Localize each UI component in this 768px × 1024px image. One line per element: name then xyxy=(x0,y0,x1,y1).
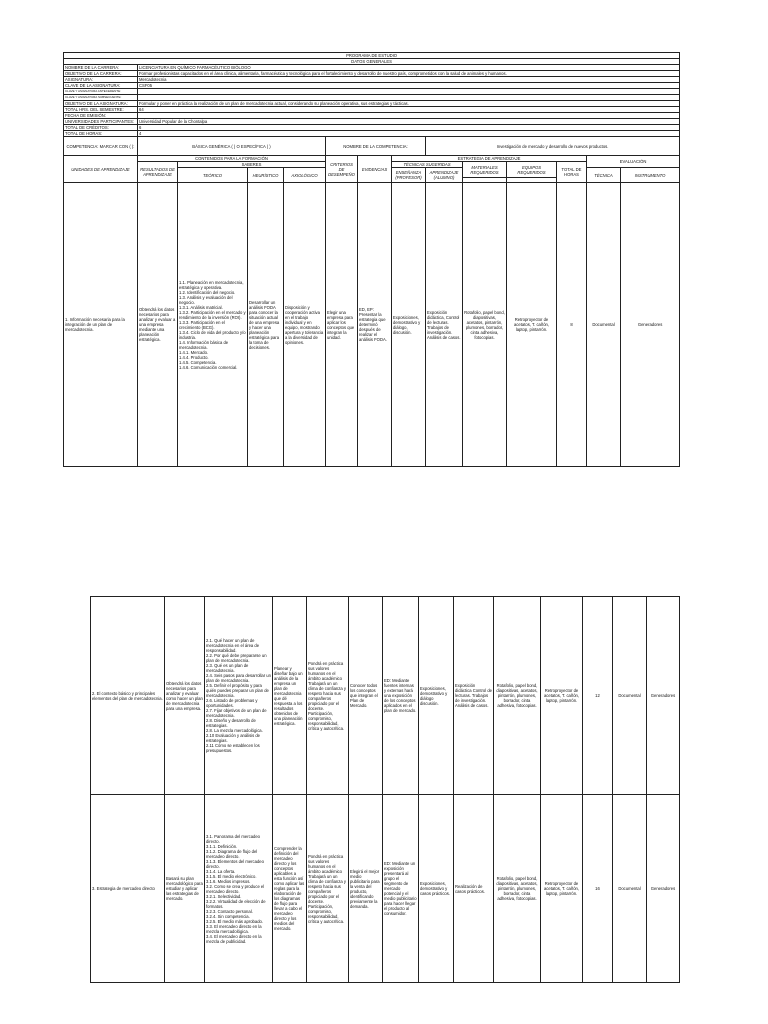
field-label: CLAVE Y ASIGNATURA ANTECEDENTE: xyxy=(64,89,138,95)
table-row xyxy=(91,795,680,983)
col-contenidos: CONTENIDOS PARA LA FORMACIÓN xyxy=(138,156,326,162)
col-tecnica: TÉCNICA xyxy=(587,168,621,183)
field-label: TOTAL HRS. DEL SEMESTRE: xyxy=(64,107,138,113)
field-value: LICENCIATURA EN QUÍMICO FARMACÉUTICO BIÓLOGO xyxy=(138,65,680,71)
unit-equipos: Retroproyector de acetatos, T. cañón, laptop, pintarrón. xyxy=(507,183,557,467)
unit-materiales: Rotafolio, papel bond, diapositivas, acetatos, pintarrón, plumones, borrador, cinta adhesiva, fotocopias. xyxy=(494,795,541,983)
unit-aprendizaje: Exposición didáctica Control de lecturas. Trabajos de investigación. Análisis de casos. xyxy=(454,597,494,795)
field-label: TOTAL DE CRÉDITOS: xyxy=(64,125,138,131)
general-data-title: DATOS GENERALES xyxy=(64,59,680,65)
unit-horas: 16 xyxy=(583,795,613,983)
unit-heuristico: Planear y diseñar bajo un análisis de la empresa un plan de mercadotecnia que dé respuesta a los resultados obtenidos de una planeación estratégica. xyxy=(273,597,307,795)
col-saberes: SABERES xyxy=(178,162,326,168)
col-tecnicas: TÉCNICAS SUGERIDAS xyxy=(392,162,463,168)
unit-heuristico: Desarrollar un análisis FODA para conocer la situación actual de una empresa y hacer una planeación estratégica para la toma de decisiones. xyxy=(248,183,284,467)
unit-ensenanza: Exposiciones, demostrativo y diálogo discusión. xyxy=(419,597,454,795)
unit-tecnica: Documental xyxy=(587,183,621,467)
unit-name: 3. Estrategia de mercadeo directo xyxy=(91,795,165,983)
unit-tecnica: Documental xyxy=(613,795,647,983)
unit-instrumento: Generadores xyxy=(647,597,680,795)
field-label: TOTAL DE HORAS: xyxy=(64,131,138,137)
unit-axiologico: Pondrá en práctica sus valores humanos en el ámbito académico Trabajará un un clima de confianza y respeto hacia sus compañeros propiciado por el docente. Participación, compromiso, responsabilidad, crítica y autocrítica. xyxy=(307,597,349,795)
field-value: Formar profesionistas capacitados en el área clínica, alimentaria, farmacéutica y tecnológica para el fortalecimiento y desarrollo de nuestro país, comprometidos con la salud de animales y humanos. xyxy=(138,71,680,77)
col-teorico: TEÓRICO xyxy=(178,168,248,183)
field-value: 6 xyxy=(138,125,680,131)
unit-materiales: Rotafolio, papel bond, diapositivas, acetatos, pintarrón, plumones, borrador, cinta adhesiva, fotocopias. xyxy=(494,597,541,795)
field-label: CLAVE DE LA ASIGNATURA: xyxy=(64,83,138,89)
col-ensenanza: ENSEÑANZA (PROFESOR) xyxy=(392,168,426,183)
col-criterios: CRITERIOS DE DESEMPEÑO xyxy=(326,156,358,183)
field-value: 64 xyxy=(138,107,680,113)
col-evaluacion: EVALUACIÓN xyxy=(587,156,680,168)
unit-name: 2. El contexto básico y principales elementos del plan de mercadotecnia. xyxy=(91,597,165,795)
unit-evidencias: ED, EP: Presentar la estrategia que determinó después de realizar el análisis FODA. xyxy=(358,183,392,467)
unit-resultados: Obtendrá los datos necesarios para analizar y evaluar a una empresa mediante una planeación estratégica. xyxy=(138,183,178,467)
unit-aprendizaje: Exposición didáctica, Control de lecturas. Trabajos de investigación. Análisis de casos. xyxy=(426,183,463,467)
field-label: NOMBRE DE LA CARRERA: xyxy=(64,65,138,71)
competence-name-label: NOMBRE DE LA COMPETENCIA: xyxy=(326,137,426,156)
unit-axiologico: Disposición y cooperación activa en el trabajo individual y en equipo, mostrando apertura y tolerancia a la diversidad de opiniones. xyxy=(284,183,326,467)
unit-aprendizaje: Realización de casos prácticos. xyxy=(454,795,494,983)
unit-teorico: 3.1. Panorama del mercadeo directo. 3.1.1. Definición. 3.1.2. Diagrama de flujo del mercadeo directo. 3.1.3. Elementos del mercadeo directo. 3.1.4. La oferta. 3.1.5. El medio electrónico. 3.1.6. Medios impresos. 3.2. Como se crea y produce el mercadeo directo. 3.2.1. Selectividad. 3.2.2. Virtualidad de elección de formatos. 3.2.3. Contacto personal. 3.2.4. Sin competencia. 3.2.5. El medio más aprobado. 3.3. El mercadeo directo en la mezcla mercadológica. 3.4. El mercadeo directo en la mezcla de publicidad. xyxy=(205,795,273,983)
unit-criterios: Conocer todos los conceptos que integran el Plan de Mercado. xyxy=(349,597,383,795)
field-label: CLAVE Y ASIGNATURA SUBSECUENTE: xyxy=(64,95,138,101)
unit-tecnica: Documental xyxy=(613,597,647,795)
field-value: Mercadotecnia xyxy=(138,77,680,83)
col-heuristico: HEURÍSTICO xyxy=(248,168,284,183)
competence-label: COMPETENCIA: MARCAR CON ( ): xyxy=(64,137,138,156)
unit-teorico: 2.1. Qué hacer un plan de mercadotecnia en el área de responsabilidad. 2.2. Por qué debe prepararse un plan de mercadotecnia. 2.3. Qué es un plan de mercadotecnia. 2.4. Seis pasos para desarrollar un plan de mercadotecnia. 2.5. Definir el propósito y para quién puedes preparar un plan de mercadotecnia. 2.6. Listado de problemas y oportunidades. 2.7. Fijar objetivos de un plan de mercadotecnia. 2.8. Diseño y desarrollo de estrategias. 2.8. La mezcla mercadológica. 2.10 Evaluación y análisis de estrategias. 2.11 Cómo se establecen los presupuestos. xyxy=(205,597,273,795)
field-label: FECHA DE EMISIÓN: xyxy=(64,113,138,119)
unit-criterios: Elegirá el mejor medio publicitario para la venta del producto, identificando previamente la demanda. xyxy=(349,795,383,983)
program-table-page1 xyxy=(63,52,680,467)
program-table-page2 xyxy=(90,596,680,983)
table-row xyxy=(91,597,680,795)
field-value: 4 xyxy=(138,131,680,137)
unit-heuristico: Comprender la definición del mercadeo directo y los conceptos aplicables a esta función así como aplicar las reglas para la elaboración de los diagramas de flujo para llevar a cabo el mercadeo directo y los medios del mercado. xyxy=(273,795,307,983)
col-materiales: MATERIALES REQUERIDOS xyxy=(463,162,507,178)
unit-horas: 8 xyxy=(557,183,587,467)
unit-horas: 12 xyxy=(583,597,613,795)
unit-instrumento: Generadores xyxy=(621,183,680,467)
field-label: UNIVERSIDADES PARTICIPANTES: xyxy=(64,119,138,125)
field-value: Universidad Popular de la Chontalpa xyxy=(138,119,680,125)
col-evidencias: EVIDENCIAS xyxy=(358,156,392,183)
unit-ensenanza: Exposiciones, demostrativo y diálogo, discusión. xyxy=(392,183,426,467)
field-label: OBJETIVO DE LA ASIGNATURA: xyxy=(64,101,138,107)
col-aprendizaje: APRENDIZAJE (ALUMNO) xyxy=(426,168,463,183)
unit-instrumento: Generadores xyxy=(647,795,680,983)
table-row xyxy=(64,183,680,467)
field-label: ASIGNATURA: xyxy=(64,77,138,83)
unit-evidencias: ED: Mediante un exposición presentará al grupo el segmento de mercado potencial y el medio publicitario para hacer llegar el producto al consumidor. xyxy=(383,795,419,983)
col-instrumento: INSTRUMENTO xyxy=(621,168,680,183)
competence-type: BÁSICA GENÉRICA ( ) O ESPECÍFICA ( ) xyxy=(138,137,326,156)
unit-ensenanza: Exposiciones, demostrativo y casos prácticos. xyxy=(419,795,454,983)
col-unidades: UNIDADES DE APRENDIZAJE xyxy=(64,156,138,183)
field-label: OBJETIVO DE LA CARRERA: xyxy=(64,71,138,77)
unit-evidencias: ED: Mediante fuentes internas y externas hará una exposición de los conceptos aplicados en el plan de mercado. xyxy=(383,597,419,795)
field-value: CSF05 xyxy=(138,83,680,89)
unit-equipos: Retroproyector de acetatos, T. cañón, laptop, pintarrón. xyxy=(541,597,583,795)
competence-name: Investigación de mercado y desarrollo de nuevos productos. xyxy=(426,137,680,156)
unit-equipos: Retroproyector de acetatos, T. cañón, laptop, pintarrón. xyxy=(541,795,583,983)
col-equipos: EQUIPOS REQUERIDOS xyxy=(507,162,557,178)
col-total-horas: TOTAL DE HORAS xyxy=(557,162,587,183)
unit-axiologico: Pondrá en práctica sus valores humanos en el ámbito académico Trabajará un un clima de confianza y respeto hacia sus compañeros propiciado por el docente. Participación, compromiso, responsabilidad, crítica y autocrítica. xyxy=(307,795,349,983)
unit-materiales: Rotafolio, papel bond, diapositivas, acetatos, pintarrón, plumones, borrador, cinta adhesiva, fotocopias. xyxy=(463,183,507,467)
unit-teorico: 1.1. Planeación en mercadotecnia, estratégica y operativa. 1.2. Identificación del negocio. 1.3. Análisis y evaluación del negocio. 1.3.1. Análisis matricial. 1.3.2. Participación en el mercado y rendimiento de la inversión (ROI). 1.3.3. Participación en el crecimiento (BCG). 1.3.4. Ciclo de vida del producto y/o industria. 1.4. Información básica de mercadotecnia. 1.4.1. Mercado. 1.4.4. Producto. 1.4.5. Competencia. 1.4.6. Comunicación comercial. xyxy=(178,183,248,467)
col-estrategia: ESTRATEGIA DE APRENDIZAJE xyxy=(392,156,587,162)
unit-resultados: Basará su plan mercadológico para estudiar y aplicar las estrategias de mercado. xyxy=(165,795,205,983)
col-axiologico: AXIOLÓGICO xyxy=(284,168,326,183)
col-resultados: RESULTADOS DE APRENDIZAJE xyxy=(138,162,178,183)
program-title: PROGRAMA DE ESTUDIO xyxy=(64,53,680,59)
field-value: Formular y poner en práctica la realización de un plan de mercadotecnia actual, considerando su planeación operativa, sus estrategias y tácticas. xyxy=(138,101,680,107)
unit-resultados: Obtendrá los datos necesarios para analizar y evaluar como hacer un plan de mercadotecnia para una empresa. xyxy=(165,597,205,795)
unit-criterios: Elegir una empresa para aplicar los conceptos que integran la unidad. xyxy=(326,183,358,467)
unit-name: 1. Información necesaria para la integración de un plan de mercadotecnia. xyxy=(64,183,138,467)
